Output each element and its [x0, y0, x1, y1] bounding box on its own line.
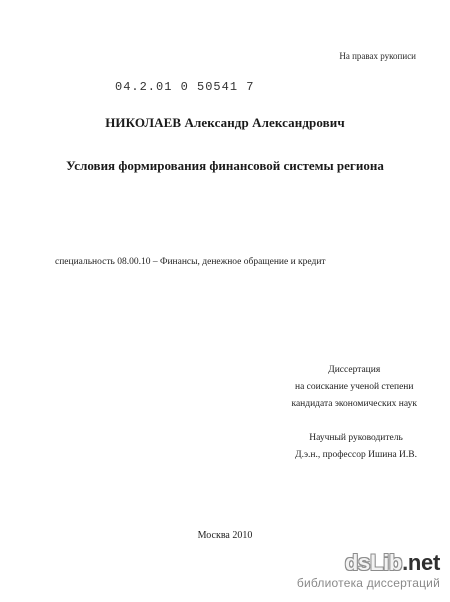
city-year: Москва 2010: [197, 530, 253, 541]
supervisor-label: Научный руководитель: [309, 433, 403, 443]
catalog-number: 04.2.01 0 50541 7: [115, 80, 255, 94]
degree-line-2: на соискание ученой степени: [294, 382, 414, 392]
logo-dot: .: [402, 550, 408, 575]
author-name: НИКОЛАЕВ Александр Александрович: [105, 115, 345, 130]
degree-block: [291, 362, 417, 413]
degree-line-3: кандидата экономических наук: [291, 399, 417, 409]
specialty-line: специальность 08.00.10 – Финансы, денежное обращение и кредит: [55, 257, 326, 267]
supervisor-name: Д.э.н., профессор Ишина И.В.: [295, 450, 417, 460]
supervisor-block: [295, 430, 417, 464]
logo-net: net: [407, 550, 440, 575]
dslib-watermark[interactable]: [297, 552, 440, 590]
rights-notice: На правах рукописи: [339, 51, 416, 61]
logo-ds: ds: [344, 550, 370, 575]
dissertation-title: Условия формирования финансовой системы региона: [66, 158, 384, 173]
dslib-tagline: библиотека диссертаций: [296, 576, 440, 590]
degree-line-1: Диссертация: [328, 365, 381, 375]
dslib-logo[interactable]: [297, 552, 440, 574]
logo-lib: Lib: [369, 550, 403, 575]
